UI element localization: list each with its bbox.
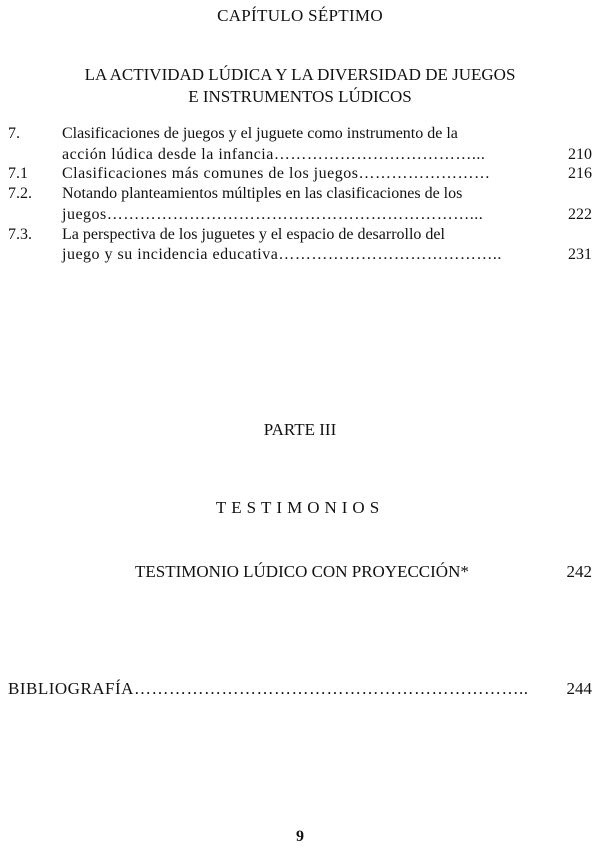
section-heading: TESTIMONIOS <box>215 498 385 517</box>
part-heading: PARTE III <box>263 420 337 439</box>
toc-entry-page: 210 <box>568 146 592 163</box>
toc-entry-number: 7.1 <box>8 165 28 182</box>
chapter-title-line-1: LA ACTIVIDAD LÚDICA Y LA DIVERSIDAD DE JUEGOS <box>84 65 516 84</box>
toc-entry-text-line2: juegos…………………………………………………………... <box>62 206 484 223</box>
toc-entry-page: 222 <box>568 206 592 223</box>
page-number: 9 <box>296 828 304 845</box>
toc-entry-number: 7.2. <box>8 185 32 202</box>
toc-entry-text-line1: Clasificaciones de juegos y el juguete como instrumento de la <box>62 125 458 142</box>
chapter-heading: CAPÍTULO SÉPTIMO <box>217 6 383 25</box>
bibliography-entry-label: BIBLIOGRAFÍA………………………………………………………….. <box>8 679 529 698</box>
chapter-title-line-2: E INSTRUMENTOS LÚDICOS <box>188 87 412 106</box>
bibliography-entry-page: 244 <box>566 679 592 698</box>
toc-entry-text-line1: Notando planteamientos múltiples en las clasificaciones de los <box>62 185 463 202</box>
toc-entry-number: 7.3. <box>8 226 32 243</box>
toc-entry-page: 216 <box>568 165 592 182</box>
toc-entry-text-line2: juego y su incidencia educativa………………………………….. <box>62 246 502 263</box>
toc-entry-text-line1: Clasificaciones más comunes de los juegos…………………… <box>62 165 491 182</box>
chapter-title <box>0 64 600 108</box>
toc-entry-page: 231 <box>568 246 592 263</box>
toc-entry-text-line1: La perspectiva de los juguetes y el espacio de desarrollo del <box>62 226 445 243</box>
testimony-entry-label: TESTIMONIO LÚDICO CON PROYECCIÓN* <box>135 562 469 581</box>
toc-entry-number: 7. <box>8 125 20 142</box>
toc-entry-text-line2: acción lúdica desde la infancia………………………………... <box>62 146 486 163</box>
testimony-entry-page: 242 <box>566 562 592 581</box>
